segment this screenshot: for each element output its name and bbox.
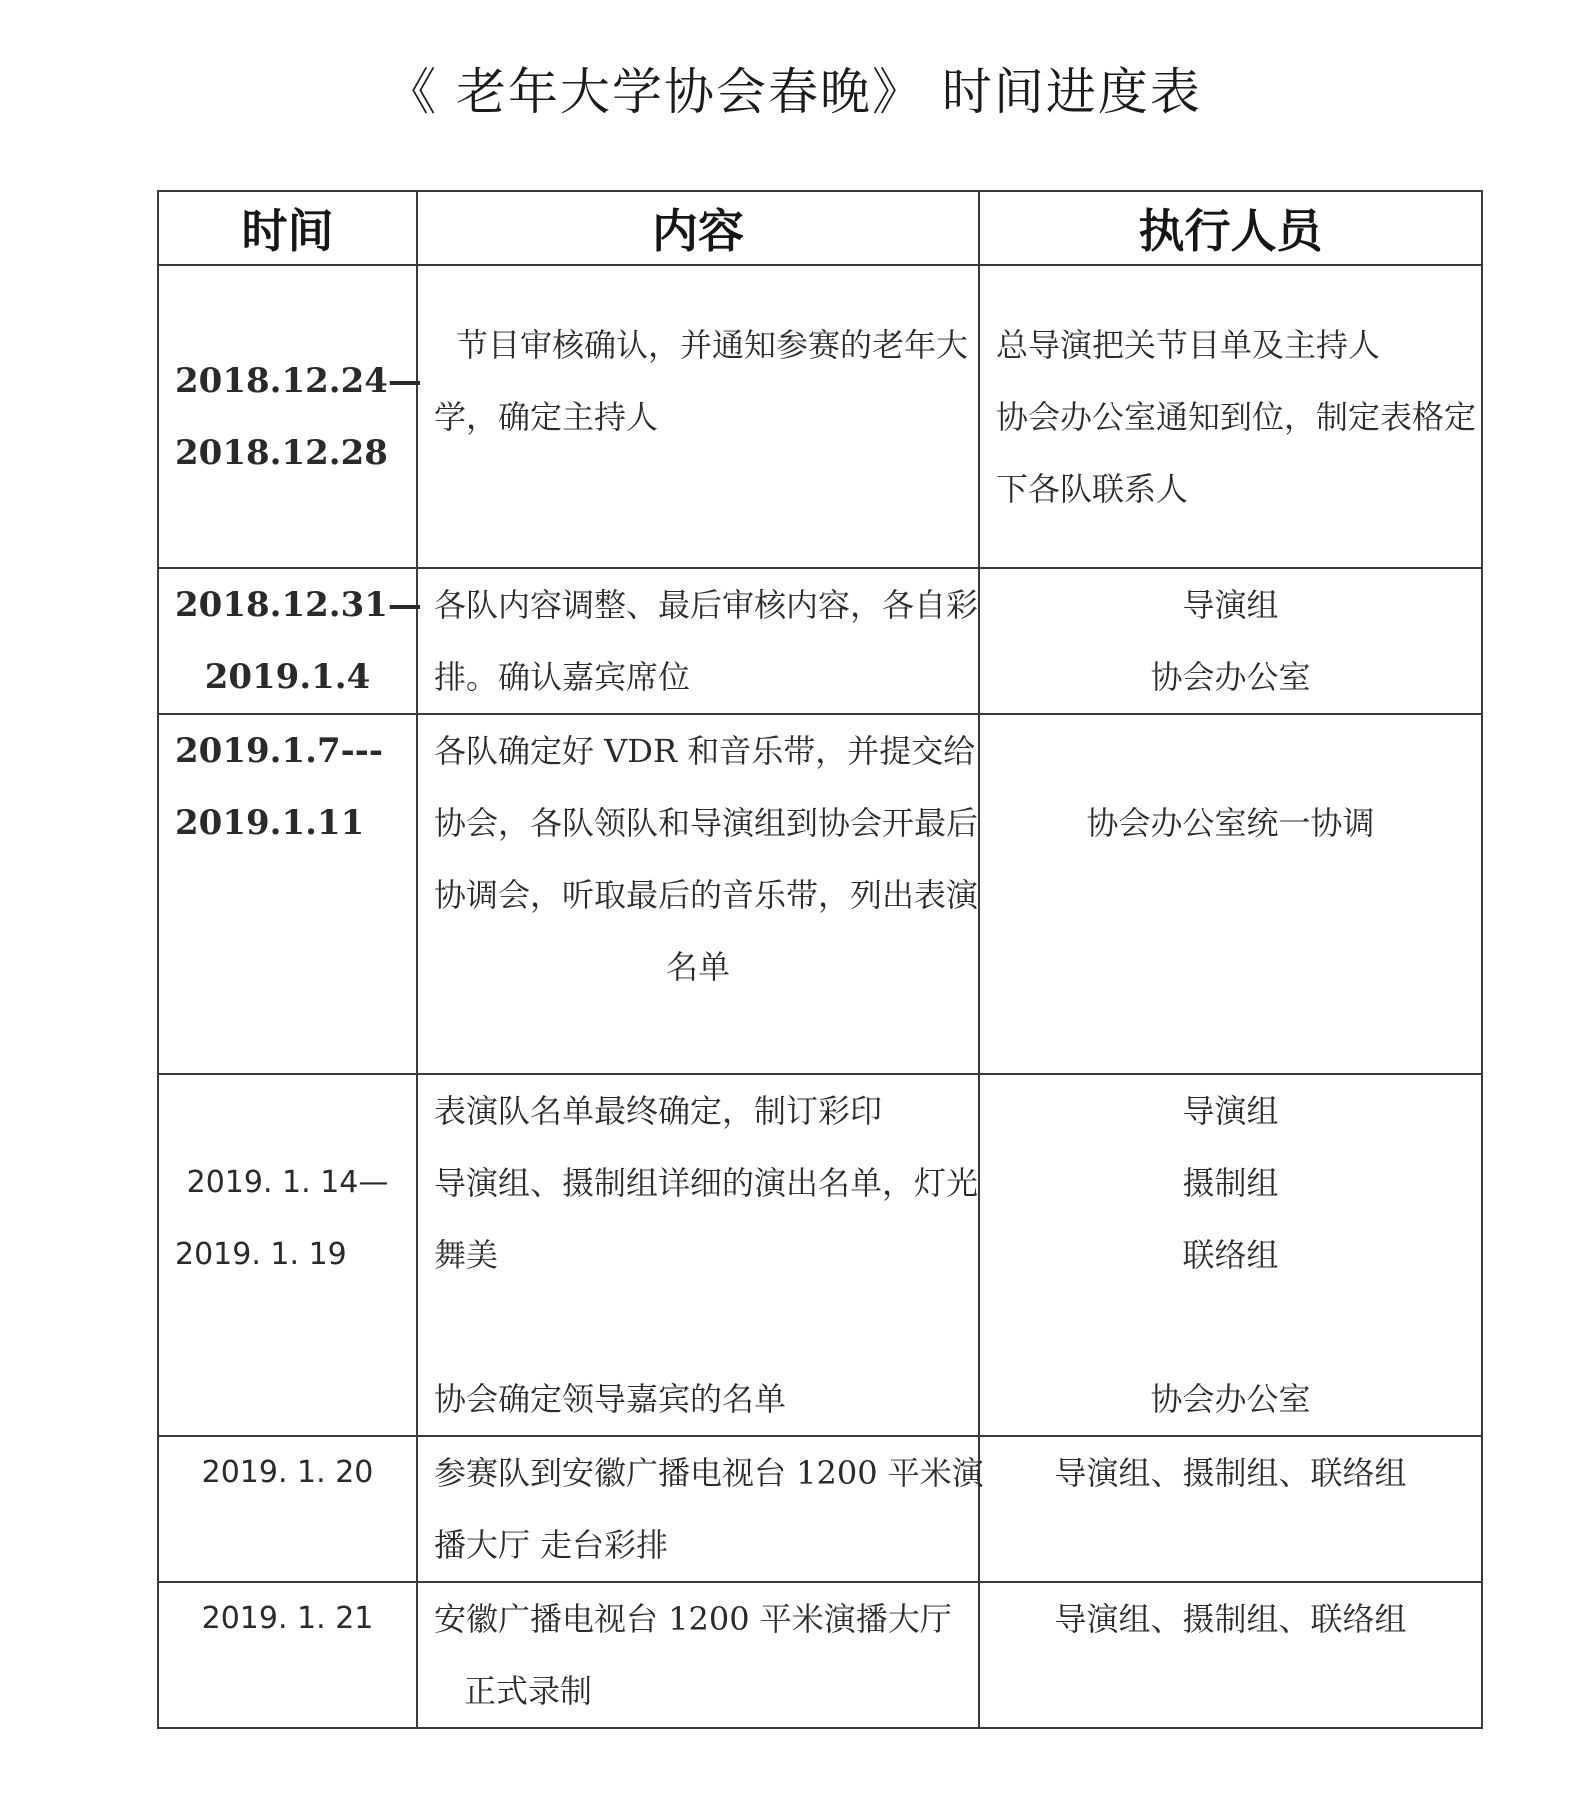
content-line: 学，确定主持人: [434, 397, 659, 436]
staff-line: 协会办公室: [1150, 1380, 1311, 1418]
content-line: 参赛队到安徽广播电视台 1200 平米演: [434, 1454, 984, 1492]
staff-line: 导演组: [1182, 586, 1279, 624]
time-start: 2019. 1. 20: [201, 1455, 374, 1490]
content-line: 协会，各队领队和导演组到协会开最后: [434, 804, 979, 842]
content-line: 协调会，听取最后的音乐带，列出表演: [434, 876, 979, 914]
table-row: [158, 1582, 1482, 1728]
time-start: 2019.1.7---: [175, 731, 383, 771]
staff-cell: [979, 1074, 1482, 1436]
time-end: 2019.1.4: [204, 657, 371, 697]
staff-line: 下各队联系人: [996, 469, 1189, 508]
staff-line: 摄制组: [1182, 1164, 1279, 1202]
content-line: 导演组、摄制组详细的演出名单，灯光: [434, 1164, 979, 1202]
time-start: 2018.12.31—: [175, 585, 422, 625]
time-start: 2018.12.24—: [175, 360, 422, 401]
header-content: 内容: [417, 191, 979, 265]
content-cell: [417, 714, 979, 1074]
staff-cell: [979, 1582, 1482, 1728]
time-start: 2019. 1. 21: [201, 1601, 374, 1636]
time-end: 2019.1.11: [175, 803, 365, 843]
content-line: 表演队名单最终确定，制订彩印: [434, 1092, 883, 1130]
time-end: 2018.12.28: [175, 432, 388, 473]
content-cell: [417, 568, 979, 714]
content-cell: [417, 1582, 979, 1728]
content-cell: [417, 265, 979, 568]
content-cell: [417, 1074, 979, 1436]
content-line: 安徽广播电视台 1200 平米演播大厅: [434, 1600, 952, 1638]
content-line: 各队确定好 VDR 和音乐带，并提交给: [434, 732, 976, 770]
staff-cell: [979, 265, 1482, 568]
staff-line: 总导演把关节目单及主持人: [996, 325, 1381, 364]
time-start: 2019. 1. 14—: [186, 1165, 389, 1200]
staff-cell: [979, 568, 1482, 714]
content-line: 节目审核确认，并通知参赛的老年大: [456, 325, 969, 364]
content-line: 排。确认嘉宾席位: [434, 658, 691, 696]
content-line: 舞美: [434, 1236, 499, 1274]
content-line: 各队内容调整、最后审核内容，各自彩: [434, 586, 979, 624]
staff-line: 协会办公室: [1150, 658, 1311, 696]
staff-line: 协会办公室统一协调: [1086, 804, 1375, 842]
staff-line: 导演组、摄制组、联络组: [1054, 1454, 1407, 1492]
staff-line: 导演组、摄制组、联络组: [1054, 1600, 1407, 1638]
time-cell: [158, 714, 417, 1074]
document-title: 《 老年大学协会春晚》 时间进度表: [386, 63, 1202, 121]
table-row: [158, 1436, 1482, 1582]
staff-cell: [979, 1436, 1482, 1582]
table-header-row: [158, 191, 1482, 265]
time-cell: [158, 568, 422, 714]
time-end: 2019. 1. 19: [175, 1237, 347, 1272]
schedule-table: [157, 190, 1483, 1729]
staff-line: 联络组: [1182, 1236, 1279, 1274]
table-row: [158, 1074, 1482, 1436]
table-row: [158, 568, 1482, 714]
content-line: 协会确定领导嘉宾的名单: [434, 1380, 787, 1418]
time-cell: [158, 1074, 417, 1436]
content-line: 播大厅 走台彩排: [434, 1526, 669, 1564]
header-time: 时间: [158, 191, 417, 265]
staff-line: 导演组: [1182, 1092, 1279, 1130]
time-cell: [158, 1582, 417, 1728]
content-line: 正式录制: [464, 1672, 593, 1710]
content-cell: [417, 1436, 984, 1582]
table-row: [158, 265, 1482, 568]
table-row: [158, 714, 1482, 1074]
content-line: 名单: [665, 948, 730, 986]
time-cell: [158, 265, 422, 568]
staff-cell: [979, 714, 1482, 1074]
time-cell: [158, 1436, 417, 1582]
header-staff: 执行人员: [979, 191, 1482, 265]
staff-line: 协会办公室通知到位，制定表格定: [996, 397, 1477, 436]
